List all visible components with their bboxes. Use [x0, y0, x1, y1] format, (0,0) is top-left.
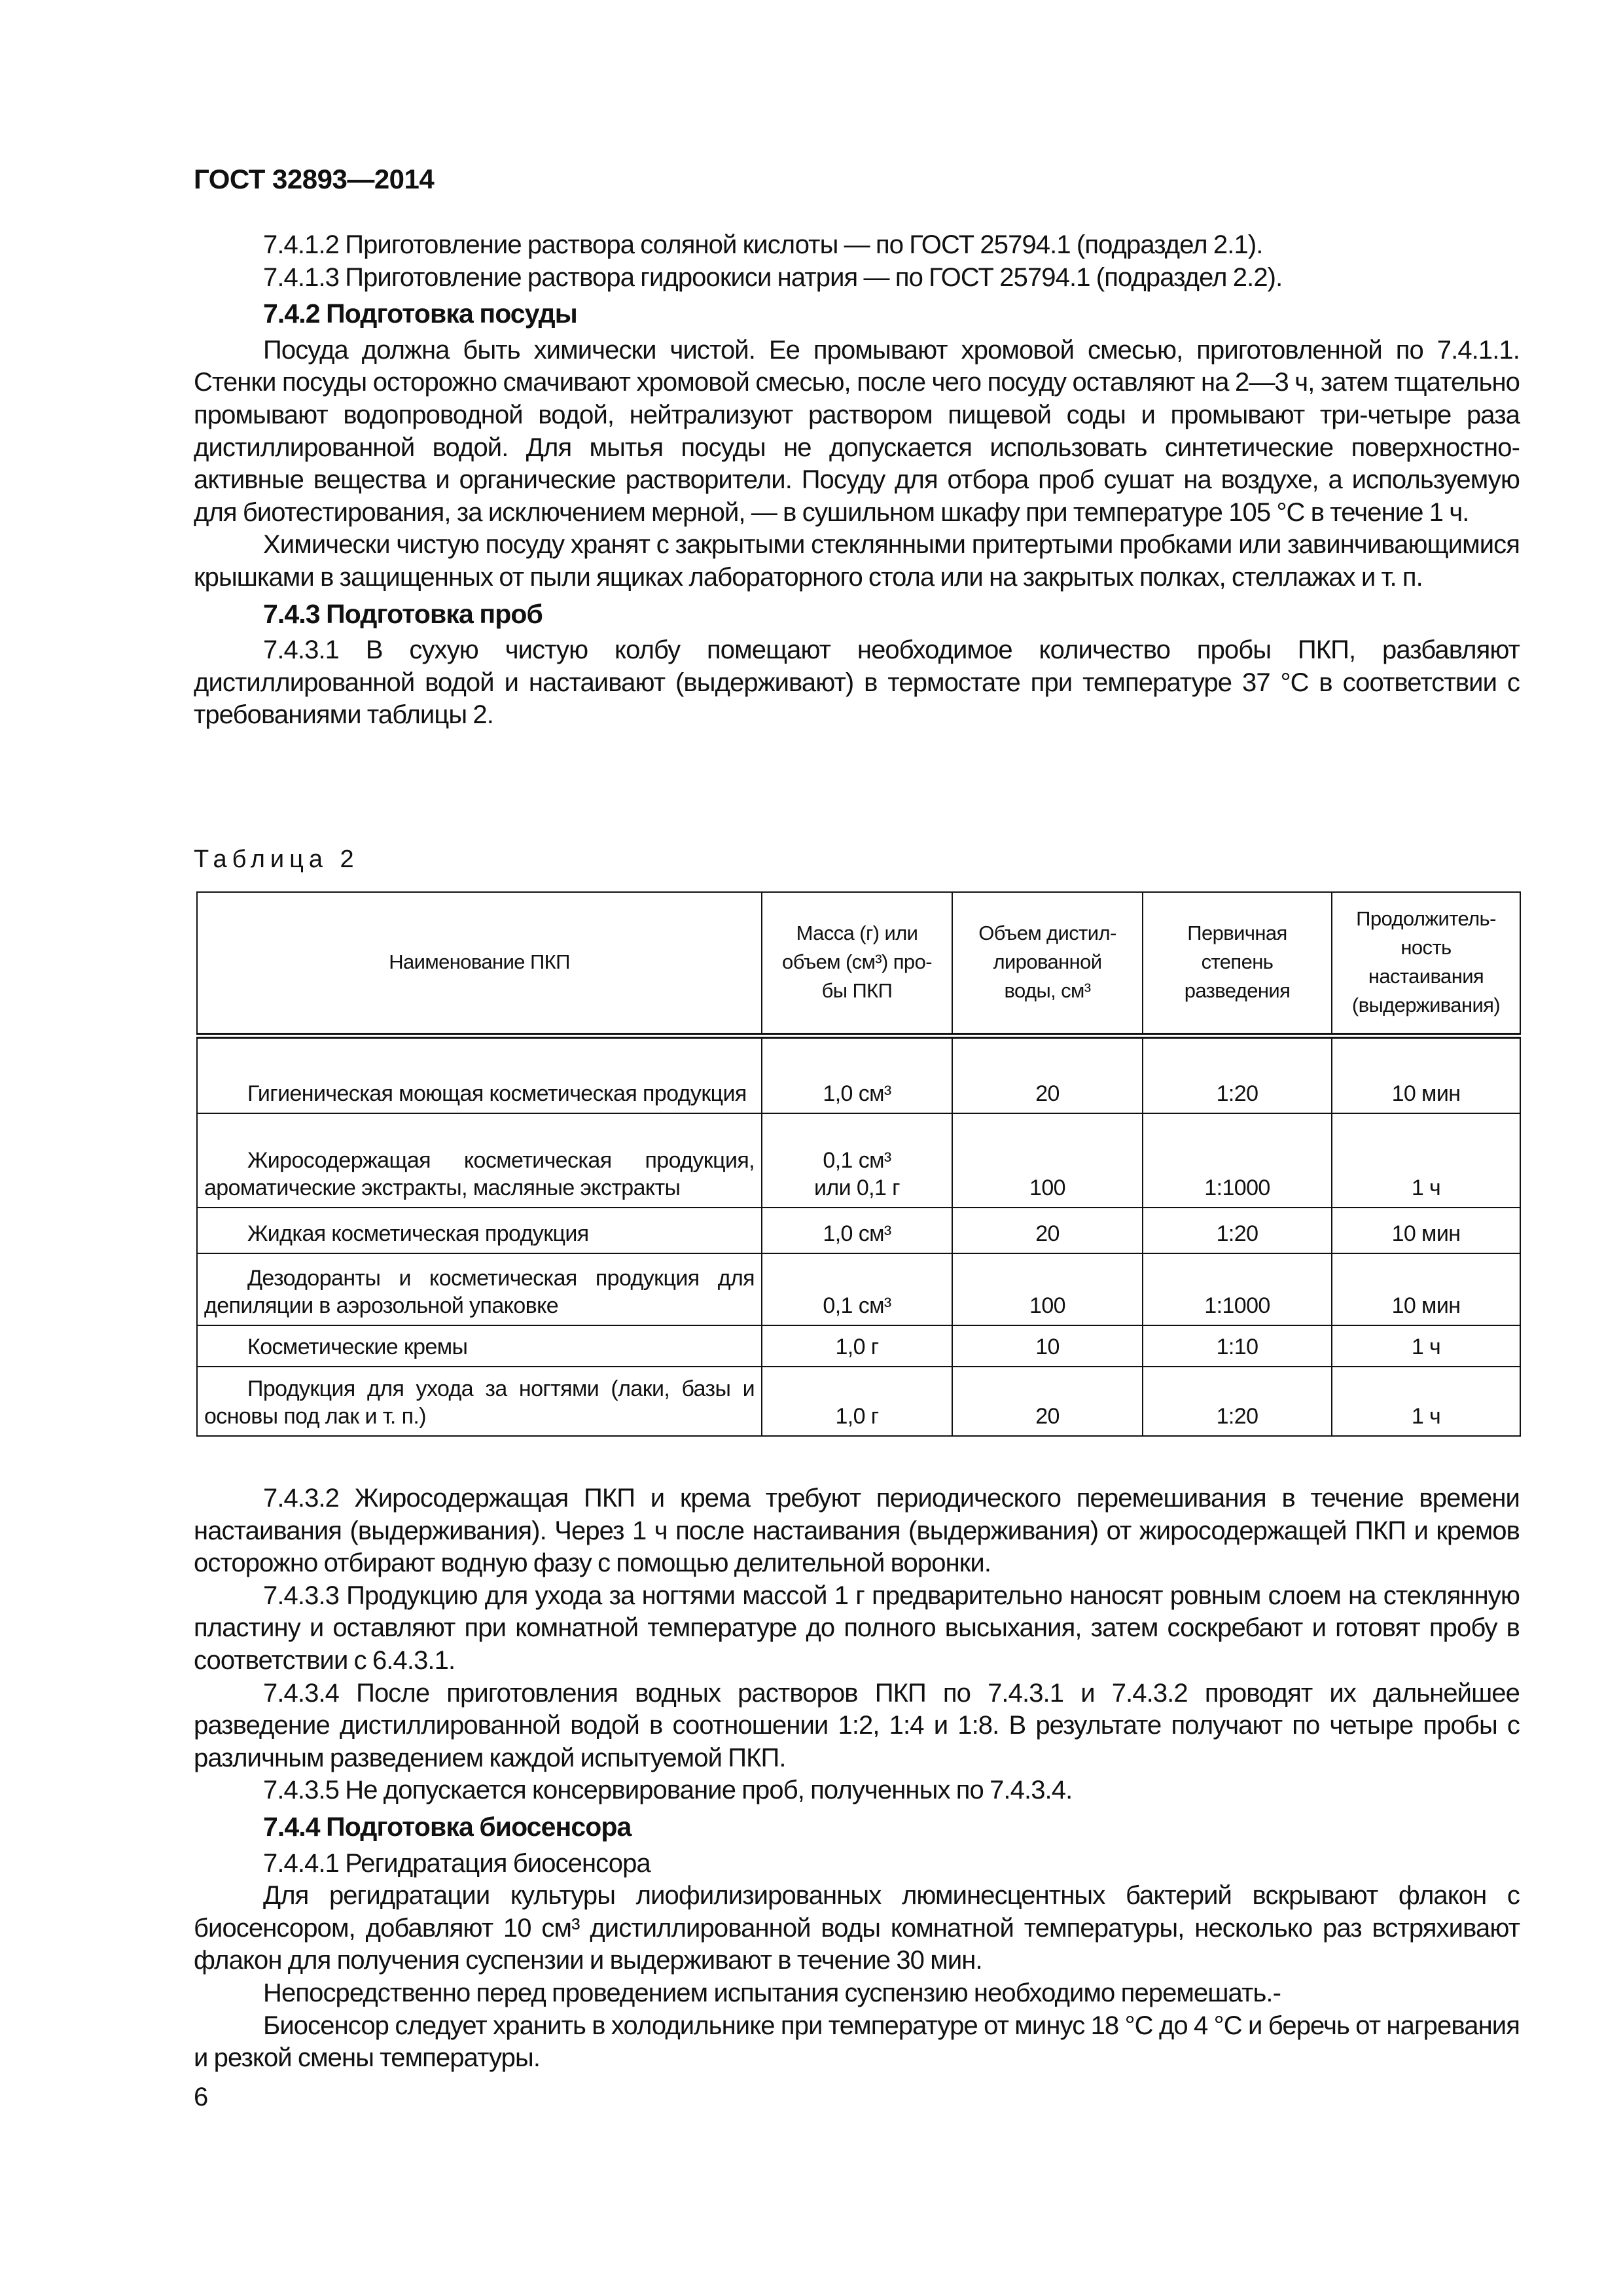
- heading-7-4-4: 7.4.4 Подготовка биосенсора: [263, 1811, 632, 1842]
- cell-product-name: Косметические кремы: [197, 1325, 762, 1367]
- cell-dilution: 1:1000: [1143, 1253, 1332, 1325]
- paragraph-glassware-storage: Химически чистую посуду хранят с закрытыми стеклянными притертыми пробками или завинчивающимися крышками в защищенных от пыли ящиках лабораторного стола или на закрытых полках, стеллажах и т. п.: [194, 530, 1520, 592]
- table-header-row: [197, 892, 1520, 1036]
- cell-amount: 1,0 г: [762, 1367, 952, 1436]
- table-row: [197, 1113, 1520, 1208]
- document-header-title: ГОСТ 32893—2014: [194, 164, 435, 194]
- table-row: [197, 1367, 1520, 1436]
- cell-dilution: 1:1000: [1143, 1113, 1332, 1208]
- paragraph-7-4-1-3: 7.4.1.3 Приготовление раствора гидроокиси натрия — по ГОСТ 25794.1 (подраздел 2.2).: [263, 262, 1283, 292]
- paragraph-7-4-3-1: 7.4.3.1 В сухую чистую колбу помещают необходимое количество пробы ПКП, разбавляют дистиллированной водой и настаивают (выдерживают) в термостате при температуре 37 °С в соответствии с требованиями таблицы 2.: [194, 636, 1520, 730]
- column-header-amount: Масса (г) или объем (см³) про- бы ПКП: [762, 892, 952, 1036]
- column-header-water-volume: Объем дистил- лированной воды, см³: [952, 892, 1143, 1036]
- paragraph-glassware-cleaning: Посуда должна быть химически чистой. Ее промывают хромовой смесью, приготовленной по 7.4.1.1. Стенки посуды осторожно смачивают хромовой смесью, после чего посуду оставляют на 2—3 ч, затем тщательно промывают водопроводной водой, нейтрализуют раствором пищевой соды и промывают три-четыре раза дистиллированной водой. Для мытья посуды не допускается использовать синтетические поверхностно-активные вещества и органические растворители. Посуду для отбора проб сушат на воздухе, а используемую для биотестирования, за исключением мерной, — в сушильном шкафу при температуре 105 °С в течение 1 ч.: [194, 335, 1520, 527]
- cell-water: 10: [952, 1325, 1143, 1367]
- cell-product-name: Дезодоранты и косметическая продукция для депиляции в аэрозольной упаковке: [197, 1253, 762, 1325]
- cell-water: 20: [952, 1036, 1143, 1113]
- cell-duration: 1 ч: [1332, 1325, 1520, 1367]
- table-row: [197, 1036, 1520, 1113]
- paragraph-7-4-4-1-title: 7.4.4.1 Регидратация биосенсора: [263, 1848, 651, 1878]
- cell-amount: 1,0 см³: [762, 1036, 952, 1113]
- cell-product-name: Продукция для ухода за ногтями (лаки, базы и основы под лак и т. п.): [197, 1367, 762, 1436]
- column-header-name: Наименование ПКП: [197, 892, 762, 1036]
- upper-text-flow: [194, 229, 1520, 732]
- cell-water: 100: [952, 1113, 1143, 1208]
- paragraph-7-4-1-2: 7.4.1.2 Приготовление раствора соляной кислоты — по ГОСТ 25794.1 (подраздел 2.1).: [263, 230, 1263, 259]
- table-row: [197, 1253, 1520, 1325]
- cell-dilution: 1:20: [1143, 1367, 1332, 1436]
- column-header-duration: Продолжитель- ность настаивания (выдерживания): [1332, 892, 1520, 1036]
- paragraph-storage: Биосенсор следует хранить в холодильнике при температуре от минус 18 °С до 4 °С и беречь от нагревания и резкой смены температуры.: [194, 2011, 1520, 2073]
- table-row: [197, 1325, 1520, 1367]
- heading-7-4-3: 7.4.3 Подготовка проб: [263, 598, 543, 629]
- column-header-dilution: Первичная степень разведения: [1143, 892, 1332, 1036]
- cell-dilution: 1:20: [1143, 1208, 1332, 1253]
- cell-dilution: 1:10: [1143, 1325, 1332, 1367]
- table-caption: Таблица 2: [194, 846, 359, 873]
- paragraph-7-4-3-3: 7.4.3.3 Продукцию для ухода за ногтями массой 1 г предварительно наносят ровным слоем на стеклянную пластину и оставляют при комнатной температуре до полного высыхания, затем соскребают и готовят пробу в соответствии с 6.4.3.1.: [194, 1581, 1520, 1675]
- paragraph-7-4-3-2: 7.4.3.2 Жиросодержащая ПКП и крема требуют периодического перемешивания в течение времени настаивания (выдерживания). Через 1 ч после настаивания (выдерживания) от жиросодержащей ПКП и кремов осторожно отбирают водную фазу с помощью делительной воронки.: [194, 1484, 1520, 1578]
- cell-duration: 10 мин: [1332, 1253, 1520, 1325]
- table-row: [197, 1208, 1520, 1253]
- lower-text-flow: [194, 1482, 1520, 2075]
- cell-product-name: Жиросодержащая косметическая продукция, ароматические экстракты, масляные экстракты: [197, 1113, 762, 1208]
- cell-dilution: 1:20: [1143, 1036, 1332, 1113]
- cell-amount: 0,1 см³: [762, 1253, 952, 1325]
- paragraph-7-4-3-4: 7.4.3.4 После приготовления водных растворов ПКП по 7.4.3.1 и 7.4.3.2 проводят их дальнейшее разведение дистиллированной водой в соотношении 1:2, 1:4 и 1:8. В результате получают по четыре пробы с различным разведением каждой испытуемой ПКП.: [194, 1678, 1520, 1772]
- table-2: [196, 891, 1521, 1437]
- cell-amount: 1,0 г: [762, 1325, 952, 1367]
- cell-water: 20: [952, 1208, 1143, 1253]
- heading-7-4-2: 7.4.2 Подготовка посуды: [263, 298, 577, 329]
- cell-water: 100: [952, 1253, 1143, 1325]
- paragraph-rehydration: Для регидратации культуры лиофилизированных люминесцентных бактерий вскрывают флакон с биосенсором, добавляют 10 см³ дистиллированной воды комнатной температуры, несколько раз встряхивают флакон для получения суспензии и выдерживают в течение 30 мин.: [194, 1881, 1520, 1975]
- cell-duration: 10 мин: [1332, 1036, 1520, 1113]
- cell-duration: 10 мин: [1332, 1208, 1520, 1253]
- cell-product-name: Гигиеническая моющая косметическая продукция: [197, 1036, 762, 1113]
- cell-duration: 1 ч: [1332, 1367, 1520, 1436]
- cell-amount: 0,1 см³ или 0,1 г: [762, 1113, 952, 1208]
- cell-duration: 1 ч: [1332, 1113, 1520, 1208]
- cell-water: 20: [952, 1367, 1143, 1436]
- paragraph-7-4-3-5: 7.4.3.5 Не допускается консервирование проб, полученных по 7.4.3.4.: [263, 1776, 1073, 1805]
- cell-amount: 1,0 см³: [762, 1208, 952, 1253]
- cell-product-name: Жидкая косметическая продукция: [197, 1208, 762, 1253]
- paragraph-mixing: Непосредственно перед проведением испытания суспензию необходимо перемешать.-: [263, 1978, 1281, 2007]
- page-number: 6: [194, 2083, 209, 2111]
